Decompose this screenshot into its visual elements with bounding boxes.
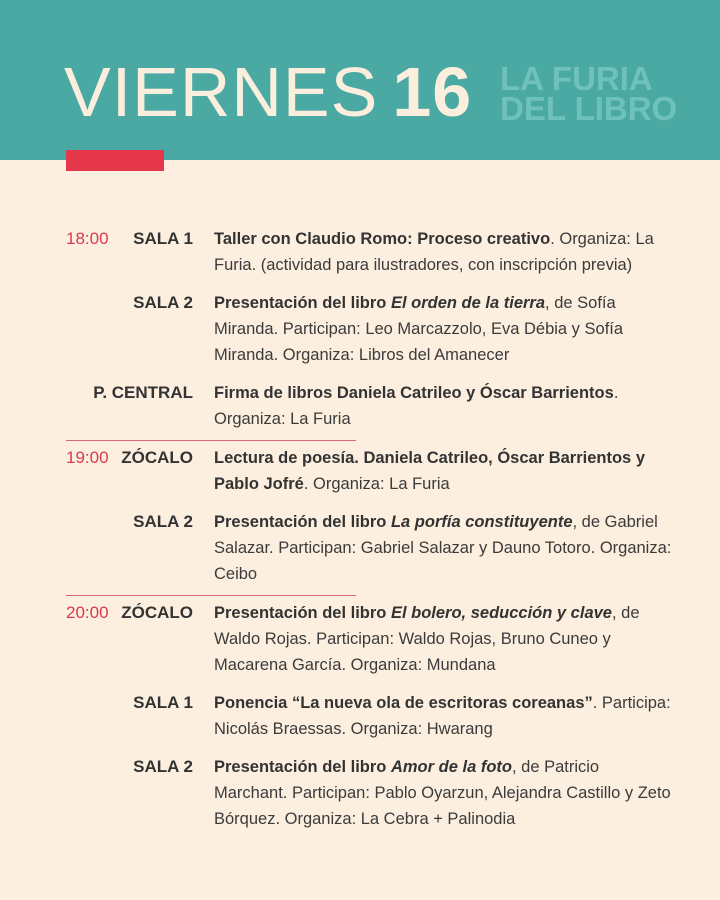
day-number: 16 (392, 53, 473, 131)
event-title: Presentación del libro El orden de la tierra (214, 294, 546, 312)
event-title: Presentación del libro Amor de la foto (214, 758, 512, 776)
room-label: SALA 1 (133, 229, 193, 248)
schedule-entry (0, 290, 720, 368)
event-title: Presentación del libro La porfía constituyente (214, 513, 573, 531)
schedule-entry (0, 690, 720, 742)
time-block (66, 440, 672, 595)
event-details: , de Sofía Miranda. Participan: Leo Marcazzolo, Eva Débia y Sofía Miranda. Organiza: Libros del Amanecer (214, 294, 624, 364)
event-title: Lectura de poesía. Daniela Catrileo, Óscar Barrientos y Pablo Jofré (214, 449, 645, 493)
event-description (214, 690, 674, 742)
time-block-inner (0, 596, 720, 840)
time-label: 18:00 (66, 229, 109, 248)
event-details: . Organiza: La Furia. (actividad para ilustradores, con inscripción previa) (214, 230, 654, 274)
event-details: . Organiza: La Furia (303, 475, 450, 493)
schedule-entry (0, 380, 720, 432)
room-label: SALA 2 (133, 293, 193, 312)
brand-line-2: DEL LIBRO (500, 90, 678, 127)
book-title: La porfía constituyente (390, 513, 573, 531)
event-description (214, 226, 674, 278)
event-details: , de Waldo Rojas. Participan: Waldo Rojas, Bruno Cuneo y Macarena García. Organiza: Mundana (214, 604, 640, 674)
book-title: Amor de la foto (390, 758, 512, 776)
room-label: SALA 2 (133, 512, 193, 531)
book-title: El orden de la tierra (390, 294, 546, 312)
event-description (214, 290, 674, 368)
event-details: . Participa: Nicolás Braessas. Organiza: Hwarang (214, 694, 671, 738)
event-description (214, 600, 674, 678)
event-description (214, 754, 674, 832)
event-description (214, 380, 674, 432)
schedule-entry (0, 445, 720, 497)
event-details: , de Patricio Marchant. Participan: Pablo Oyarzun, Alejandra Castillo y Zeto Bórquez. Organiza: La Cebra + Palinodia (214, 758, 671, 828)
schedule-entry (0, 600, 720, 678)
book-title: El bolero, seducción y clave (390, 604, 612, 622)
event-description (214, 445, 674, 497)
time-block-inner (0, 226, 720, 440)
room-label: ZÓCALO (121, 603, 193, 622)
brand-logo (500, 60, 678, 127)
event-details: . Organiza: La Furia (214, 384, 619, 428)
event-description (214, 509, 674, 587)
room-label: P. CENTRAL (93, 383, 193, 402)
schedule-entry (0, 509, 720, 587)
time-block (66, 595, 671, 840)
schedule (0, 226, 720, 840)
time-label: 20:00 (66, 603, 109, 622)
time-block (0, 226, 720, 440)
brand-line-1: LA FURIA (500, 60, 653, 97)
page-title (64, 52, 472, 132)
header-banner (0, 0, 720, 160)
room-label: ZÓCALO (121, 448, 193, 467)
event-title: Firma de libros Daniela Catrileo y Óscar Barrientos (214, 384, 614, 402)
event-title: Ponencia “La nueva ola de escritoras coreanas” (214, 694, 593, 712)
room-label: SALA 2 (133, 757, 193, 776)
event-details: , de Gabriel Salazar. Participan: Gabriel Salazar y Dauno Totoro. Organiza: Ceibo (214, 513, 672, 583)
schedule-entry (0, 226, 720, 278)
event-title: Taller con Claudio Romo: Proceso creativo (214, 230, 551, 248)
room-label: SALA 1 (133, 693, 193, 712)
time-label: 19:00 (66, 448, 109, 467)
day-name: VIERNES (64, 53, 379, 131)
event-title: Presentación del libro El bolero, seducción y clave (214, 604, 612, 622)
accent-bar (66, 150, 164, 171)
time-block-inner (0, 441, 720, 595)
schedule-entry (0, 754, 720, 832)
